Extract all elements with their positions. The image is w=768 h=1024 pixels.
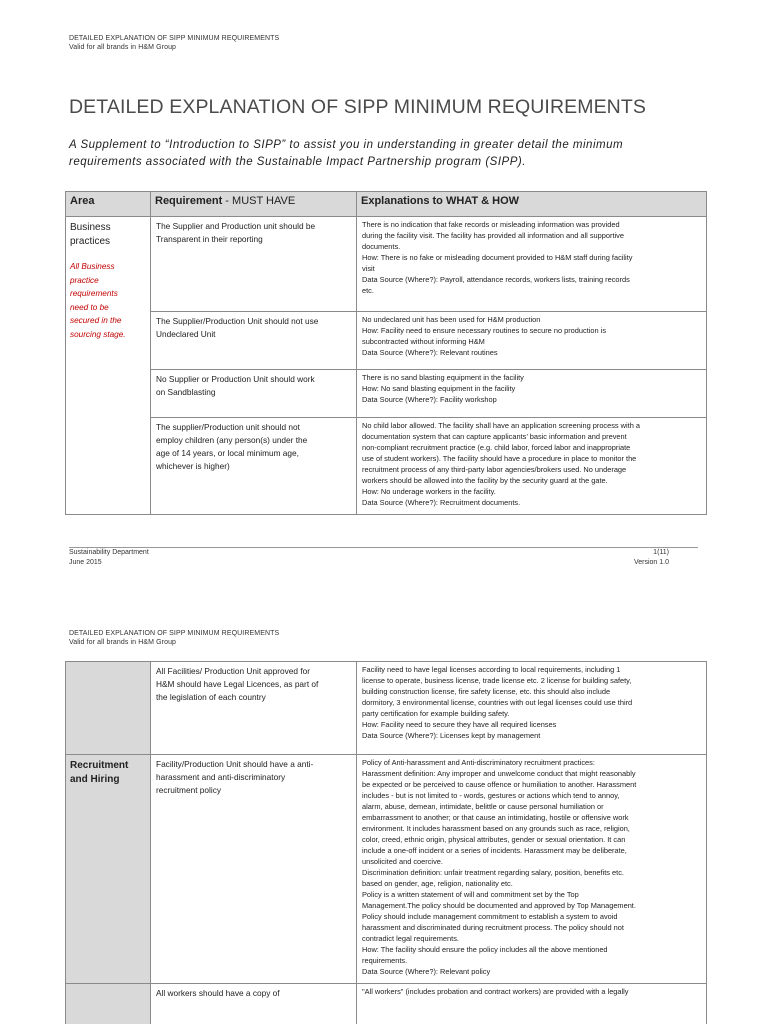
table-row bbox=[66, 217, 707, 312]
running-header-subtitle: Valid for all brands in H&M Group bbox=[69, 639, 177, 646]
area-cell-empty bbox=[66, 984, 151, 1024]
area-note: All Business practice requirements need to be secured in the sourcing stage. bbox=[70, 262, 126, 339]
requirement-cell: The Supplier and Production unit should be Transparent in their reporting bbox=[151, 217, 357, 312]
explanation-cell: Policy of Anti-harassment and Anti-discriminatory recruitment practices: Harassment definition: Any improper and unwelcome conduct that might reasonably be expected or be perceived to cause offence or humiliation to another. Harassment includes - but is not limited to - words, gestures or actions which tend to annoy, alarm, abuse, demean, intimidate, belittle or cause personal humiliation or embarrassment to another; or that cause an intimidating, hostile or offensive work environment. It includes harassment based on any grounds such as race, religion, color, creed, ethnic origin, physical attributes, gender or sexual orientation. It can include a one-off incident or a series of incidents. Harassment may be deliberate, unsolicited and coercive. Discrimination definition: unfair treatment regarding salary, position, benefits etc. based on gender, age, religion, nationality etc. Policy is a written statement of will and commitment set by the Top Management.The policy should be documented and approved by Top Management. Policy should include management commitment to establish a system to avoid harassment and discriminated during recruitment process. The policy should not contradict legal requirements. How: The facility should ensure the policy includes all the above mentioned requirements. Data Source (Where?): Relevant policy bbox=[357, 755, 707, 984]
column-header-requirement: Requirement - MUST HAVE bbox=[151, 192, 357, 217]
footer-left bbox=[69, 548, 149, 568]
requirement-cell: The Supplier/Production Unit should not use Undeclared Unit bbox=[151, 312, 357, 370]
page-title: DETAILED EXPLANATION OF SIPP MINIMUM REQUIREMENTS bbox=[69, 96, 646, 118]
footer-divider bbox=[69, 547, 698, 548]
requirement-cell: All Facilities/ Production Unit approved for H&M should have Legal Licences, as part of the legislation of each country bbox=[151, 662, 357, 755]
explanation-cell: "All workers" (includes probation and contract workers) are provided with a legally bbox=[357, 984, 707, 1024]
area-cell-empty bbox=[66, 662, 151, 755]
table-row bbox=[66, 755, 707, 984]
requirement-cell: All workers should have a copy of bbox=[151, 984, 357, 1024]
page-subtitle bbox=[69, 137, 709, 171]
requirements-table-continued bbox=[65, 661, 707, 1024]
table-row bbox=[66, 418, 707, 515]
explanation-cell: No child labor allowed. The facility shall have an application screening process with a documentation system that can capture applicants’ basic information and prevent non-compliant recruitment practice (e.g. child labor, forced labor and inappropriate use of student workers). The facility should have a procedure in place to monitor the recruitment process of any third-party labor agencies/brokers used. No underage workers should be allowed into the facility by the security guard at the gate. How: No underage workers in the facility. Data Source (Where?): Recruitment documents. bbox=[357, 418, 707, 515]
explanation-cell: There is no indication that fake records or misleading information was provided during the facility visit. The facility has provided all information and all supportive documents. How: There is no fake or misleading document provided to H&M staff during facility visit Data Source (Where?): Payroll, attendance records, workers lists, training records etc. bbox=[357, 217, 707, 312]
explanation-cell: There is no sand blasting equipment in the facility How: No sand blasting equipment in the facility Data Source (Where?): Facility workshop bbox=[357, 370, 707, 418]
footer-department: Sustainability Department bbox=[69, 549, 149, 556]
area-cell-business-practices bbox=[66, 217, 151, 515]
area-cell-recruitment-and-hiring bbox=[66, 755, 151, 984]
running-header bbox=[69, 34, 279, 52]
document-version: Version 1.0 bbox=[633, 559, 669, 566]
table-row bbox=[66, 370, 707, 418]
area-label: Recruitment bbox=[70, 760, 129, 771]
area-label: and Hiring bbox=[70, 774, 120, 785]
area-label: Business bbox=[70, 222, 111, 233]
requirement-cell: Facility/Production Unit should have a anti- harassment and anti-discriminatory recruitment policy bbox=[151, 755, 357, 984]
running-header-subtitle: Valid for all brands in H&M Group bbox=[69, 44, 177, 51]
requirements-table bbox=[65, 191, 707, 515]
table-row bbox=[66, 662, 707, 755]
subtitle-line: A Supplement to “Introduction to SIPP” to assist you in understanding in greater detail the minimum bbox=[69, 139, 624, 151]
table-row bbox=[66, 312, 707, 370]
footer-right bbox=[634, 548, 669, 568]
area-label: practices bbox=[70, 236, 111, 247]
requirement-cell: No Supplier or Production Unit should work on Sandblasting bbox=[151, 370, 357, 418]
explanation-cell: Facility need to have legal licenses according to local requirements, including 1 license to operate, business license, trade license etc. 2 license for building safety, building construction license, fire safety license, etc. this should also include dormitory, 3 environmental license, countries with out legal licenses could use third party certification for example building safety. How: Facility need to secure they have all required licenses Data Source (Where?): Licenses kept by management bbox=[357, 662, 707, 755]
table-header-row bbox=[66, 192, 707, 217]
explanation-cell: No undeclared unit has been used for H&M production How: Facility need to ensure necessary routines to secure no production is subcontracted without informing H&M Data Source (Where?): Relevant routines bbox=[357, 312, 707, 370]
footer-date: June 2015 bbox=[69, 559, 102, 566]
running-header-title: DETAILED EXPLANATION OF SIPP MINIMUM REQUIREMENTS bbox=[69, 630, 280, 637]
table-row bbox=[66, 984, 707, 1024]
running-header bbox=[69, 629, 279, 647]
requirement-cell: The supplier/Production unit should not employ children (any person(s) under the age of 14 years, or local minimum age, whichever is higher) bbox=[151, 418, 357, 515]
page-number: 1(11) bbox=[653, 549, 669, 556]
subtitle-line: requirements associated with the Sustainable Impact Partnership program (SIPP). bbox=[69, 156, 526, 168]
column-header-explanation: Explanations to WHAT & HOW bbox=[357, 192, 707, 217]
column-header-area: Area bbox=[66, 192, 151, 217]
running-header-title: DETAILED EXPLANATION OF SIPP MINIMUM REQUIREMENTS bbox=[69, 35, 280, 42]
